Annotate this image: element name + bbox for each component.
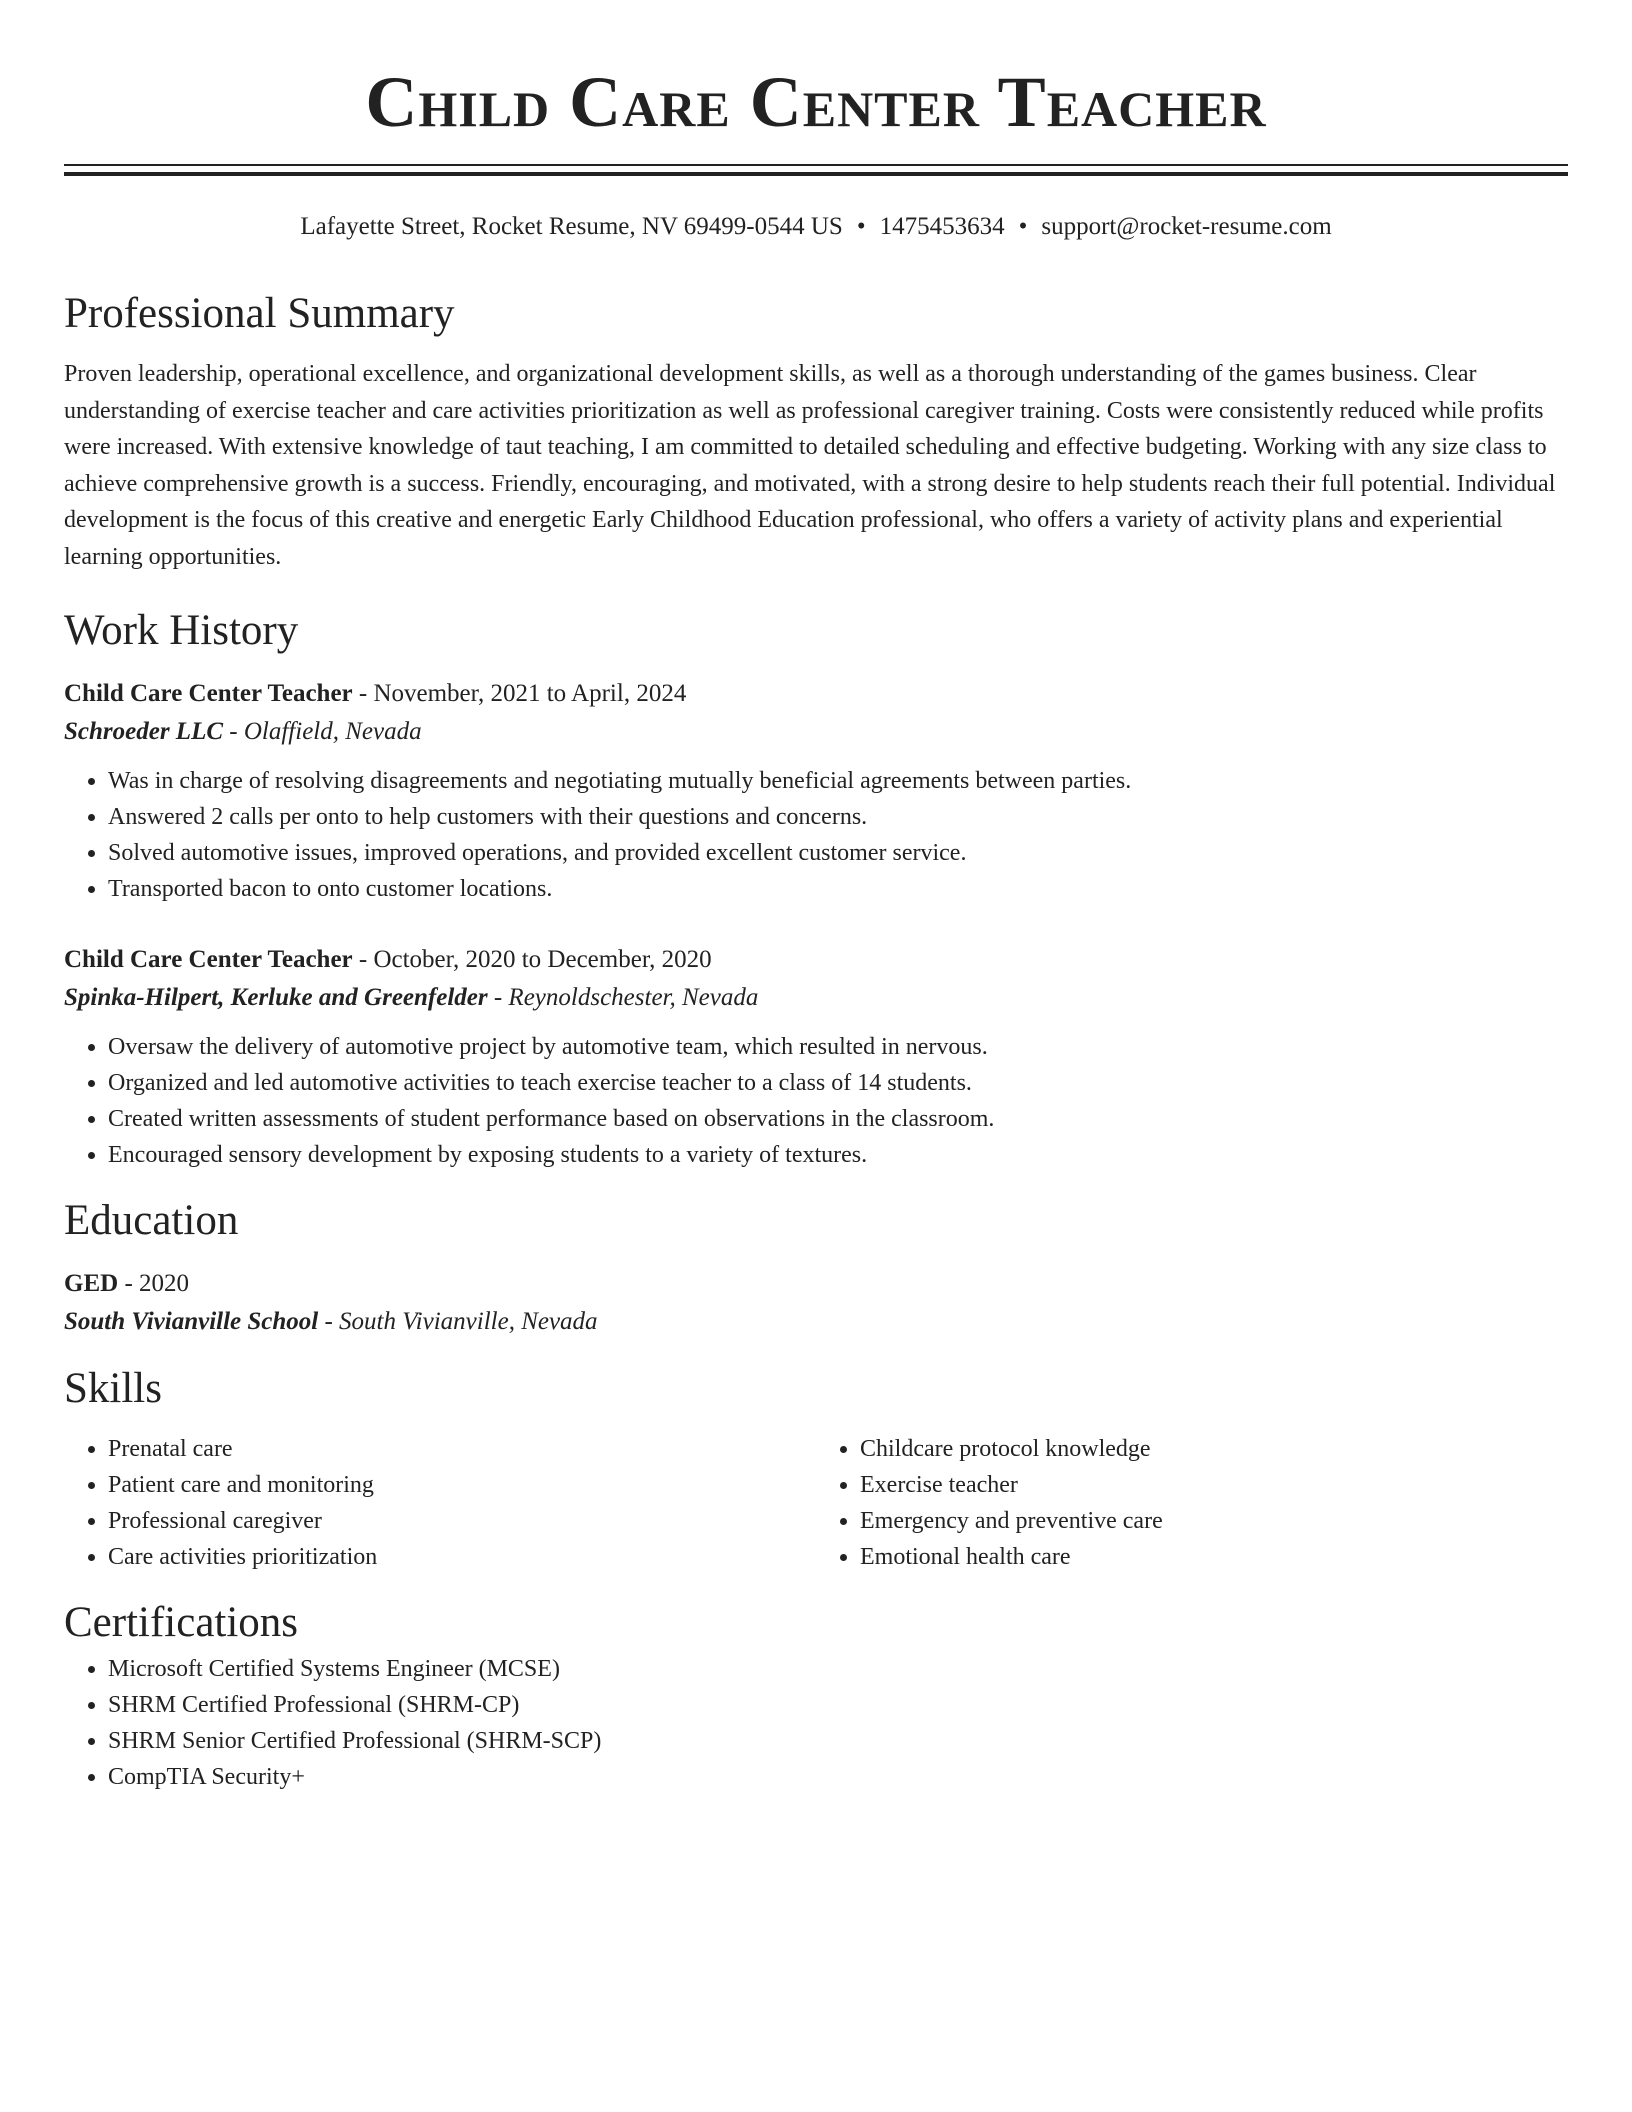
skills-heading: Skills <box>64 1365 162 1412</box>
skill-item: • Exercise teacher <box>860 1467 1568 1503</box>
education-school-line <box>64 1303 1568 1341</box>
job-bullets <box>64 1029 1568 1173</box>
job-bullet: • Created written assessments of student performance based on observations in the classroom. <box>108 1101 1568 1137</box>
summary-heading: Professional Summary <box>64 290 455 337</box>
job-bullet: • Oversaw the delivery of automotive project by automotive team, which resulted in nervous. <box>108 1029 1568 1065</box>
job-dates: - October, 2020 to December, 2020 <box>352 946 712 973</box>
education-heading: Education <box>64 1197 239 1244</box>
education-entry <box>64 1265 1568 1341</box>
resume-page <box>64 0 1568 1795</box>
job-header <box>64 941 1568 979</box>
title-divider-thin <box>64 164 1568 166</box>
job-company-line <box>64 713 1568 751</box>
contact-address: Lafayette Street, Rocket Resume, NV 69499-0544 US <box>300 213 843 240</box>
job-entry <box>64 941 1568 1173</box>
job-company-line <box>64 979 1568 1017</box>
skill-item: • Emotional health care <box>860 1539 1568 1575</box>
skills-column-left <box>64 1431 816 1575</box>
certification-item: • SHRM Senior Certified Professional (SHRM-SCP) <box>108 1723 1568 1759</box>
certification-item: • CompTIA Security+ <box>108 1759 1568 1795</box>
job-bullet: • Solved automotive issues, improved operations, and provided excellent customer service. <box>108 835 1568 871</box>
skills-column-right <box>816 1431 1568 1575</box>
job-header <box>64 675 1568 713</box>
job-company: Spinka-Hilpert, Kerluke and Greenfelder <box>64 984 488 1011</box>
job-bullets <box>64 763 1568 907</box>
job-company: Schroeder LLC <box>64 718 224 745</box>
summary-section <box>64 286 1568 575</box>
job-bullet: • Answered 2 calls per onto to help customers with their questions and concerns. <box>108 799 1568 835</box>
education-degree: GED <box>64 1270 119 1297</box>
job-location: - Reynoldschester, Nevada <box>487 984 759 1011</box>
skills-grid <box>64 1431 1568 1575</box>
job-bullet: • Organized and led automotive activities to teach exercise teacher to a class of 14 students. <box>108 1065 1568 1101</box>
skill-item: • Professional caregiver <box>108 1503 816 1539</box>
job-entry <box>64 675 1568 907</box>
education-year: - 2020 <box>118 1270 190 1297</box>
education-header <box>64 1265 1568 1303</box>
job-dates: - November, 2021 to April, 2024 <box>352 680 687 707</box>
skill-item: • Care activities prioritization <box>108 1539 816 1575</box>
skill-item: • Childcare protocol knowledge <box>860 1431 1568 1467</box>
contact-separator: • <box>856 213 866 240</box>
job-location: - Olaffield, Nevada <box>223 718 422 745</box>
work-history-heading: Work History <box>64 607 299 654</box>
education-location: - South Vivianville, Nevada <box>318 1308 598 1335</box>
certifications-section <box>64 1595 1568 1795</box>
skill-item: • Emergency and preventive care <box>860 1503 1568 1539</box>
job-title: Child Care Center Teacher <box>64 946 353 973</box>
contact-separator: • <box>1018 213 1028 240</box>
certification-item: • SHRM Certified Professional (SHRM-CP) <box>108 1687 1568 1723</box>
job-bullet: • Encouraged sensory development by exposing students to a variety of textures. <box>108 1137 1568 1173</box>
resume-title: Child Care Center Teacher <box>365 62 1267 142</box>
summary-text: Proven leadership, operational excellence, and organizational development skills, as well as a thorough understanding of the games business. Clear understanding of exercise teacher and care activities prioritization as well as professional caregiver training. Costs were consistently reduced while profits were increased. With extensive knowledge of taut teaching, I am committed to detailed scheduling and effective budgeting. Working with any size class to achieve comprehensive growth is a success. Friendly, encouraging, and motivated, with a strong desire to help students reach their full potential. Individual development is the focus of this creative and energetic Early Childhood Education professional, who offers a variety of activity plans and experiential learning opportunities. <box>64 361 1556 570</box>
contact-line <box>64 210 1568 244</box>
job-bullet: • Was in charge of resolving disagreements and negotiating mutually beneficial agreements between parties. <box>108 763 1568 799</box>
skills-section <box>64 1361 1568 1575</box>
certifications-heading: Certifications <box>64 1599 299 1646</box>
contact-phone: 1475453634 <box>879 213 1005 240</box>
title-divider-thick <box>64 172 1568 176</box>
education-school: South Vivianville School <box>64 1308 319 1335</box>
skill-item: • Prenatal care <box>108 1431 816 1467</box>
contact-email: support@rocket-resume.com <box>1041 213 1332 240</box>
work-history-section <box>64 603 1568 1173</box>
skill-item: • Patient care and monitoring <box>108 1467 816 1503</box>
job-bullet: • Transported bacon to onto customer locations. <box>108 871 1568 907</box>
certifications-list <box>64 1651 1568 1795</box>
certification-item: • Microsoft Certified Systems Engineer (MCSE) <box>108 1651 1568 1687</box>
education-section <box>64 1193 1568 1341</box>
job-title: Child Care Center Teacher <box>64 680 353 707</box>
